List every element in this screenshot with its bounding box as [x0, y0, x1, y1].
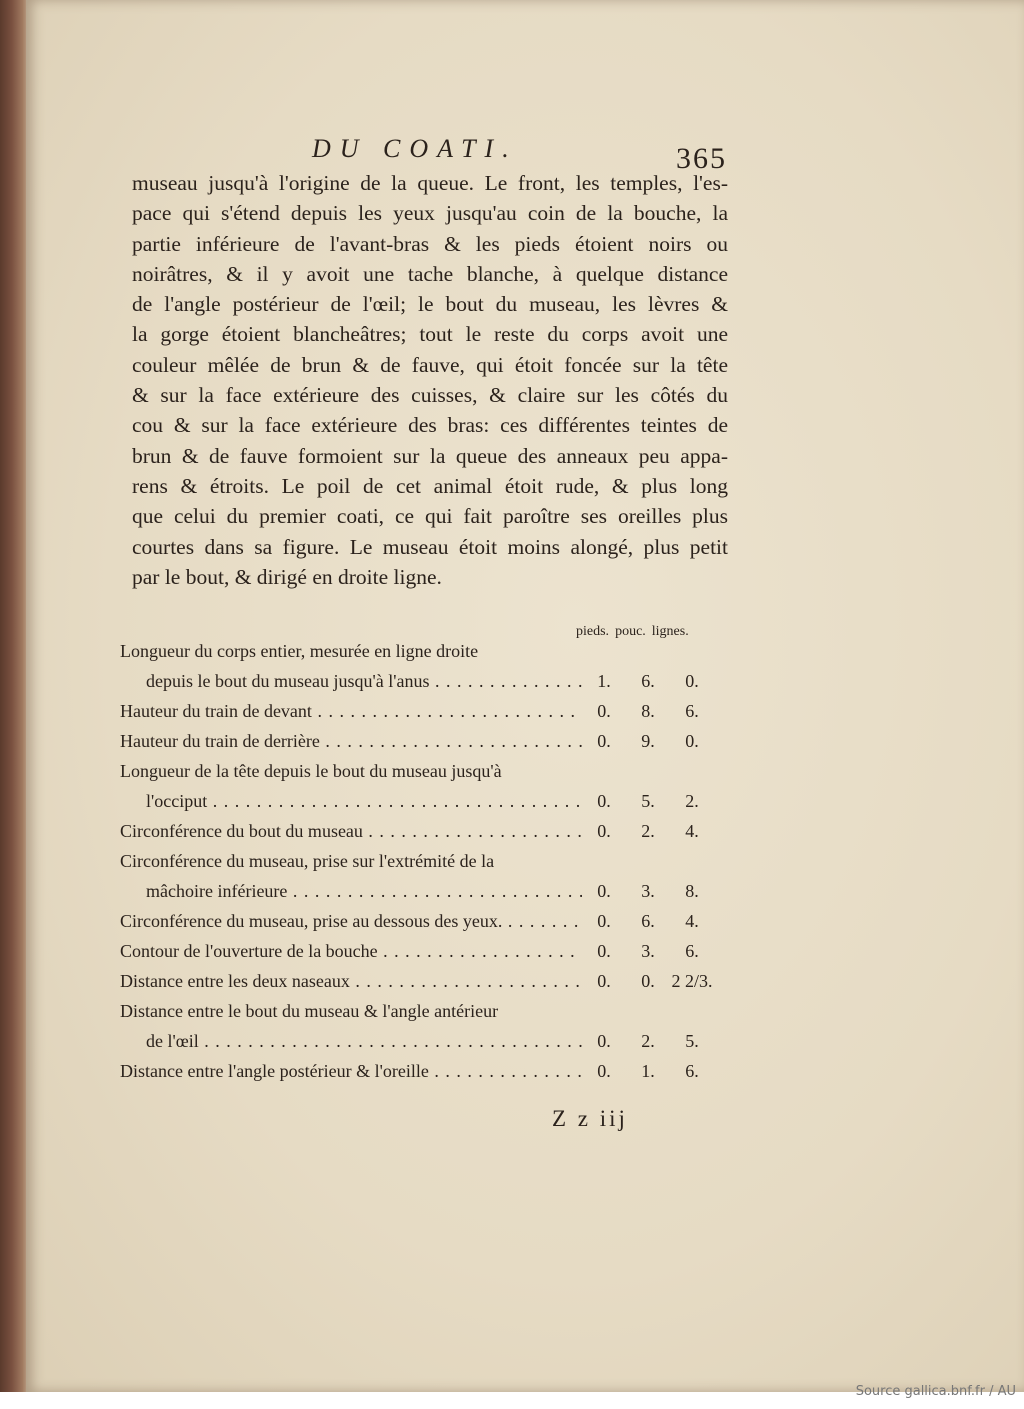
measurement-row — [120, 846, 730, 906]
measurement-row — [120, 906, 730, 936]
measurement-label-line: Circonférence du museau, prise sur l'extrémité de la — [120, 851, 495, 871]
measurement-value: 2 2/3. — [671, 971, 713, 991]
measurement-label — [120, 726, 582, 756]
measurement-value: 3. — [641, 881, 655, 901]
measurement-value: 1. — [641, 1061, 655, 1081]
measurement-value: 8. — [641, 701, 655, 721]
measurement-value: 0. — [597, 821, 611, 841]
measurement-label-line: Distance entre le bout du museau & l'angle antérieur — [120, 1001, 499, 1021]
measurement-value: 4. — [685, 821, 699, 841]
column-header: pieds. — [576, 624, 610, 639]
measurement-value: 4. — [685, 911, 699, 931]
measurement-label-line: de l'œil . . . — [120, 1026, 582, 1056]
body-line: par le bout, & dirigé en droite ligne. — [132, 564, 442, 589]
measurement-label-line: Longueur de la tête depuis le bout du museau jusqu'à — [120, 761, 502, 781]
body-line: courtes dans sa figure. Le museau étoit moins alongé, plus petit — [132, 534, 728, 559]
column-header: lignes. — [651, 624, 689, 639]
measurement-label-line: l'occiput . . . — [120, 786, 582, 816]
measurement-value: 0. — [597, 941, 611, 961]
measurement-label — [120, 636, 582, 696]
body-line: rens & étroits. Le poil de cet animal étoit rude, & plus long — [132, 473, 728, 498]
body-line: partie inférieure de l'avant-bras & les pieds étoient noirs ou — [132, 231, 728, 256]
measurement-label — [120, 936, 582, 966]
measurement-value: 0. — [597, 731, 611, 751]
measurement-row — [120, 726, 730, 756]
measurement-value: 8. — [685, 881, 699, 901]
measurement-value: 2. — [641, 1031, 655, 1051]
measurement-label — [120, 1056, 582, 1086]
measurement-label — [120, 966, 582, 996]
measurement-value: 5. — [685, 1031, 699, 1051]
body-line: couleur mêlée de brun & de fauve, qui étoit foncée sur la tête — [132, 352, 728, 377]
measurement-value: 6. — [685, 1061, 699, 1081]
body-line: brun & de fauve formoient sur la queue des anneaux peu appa- — [132, 443, 728, 468]
source-note: Source gallica.bnf.fr / AU — [855, 1384, 1016, 1399]
measurement-label-line: mâchoire inférieure . . . — [120, 876, 582, 906]
body-line: pace qui s'étend depuis les yeux jusqu'au coin de la bouche, la — [132, 201, 728, 226]
measurement-row — [120, 996, 730, 1056]
body-line: la gorge étoient blancheâtres; tout le reste du corps avoit une — [132, 322, 728, 347]
measurements-table — [120, 636, 730, 1086]
measurement-label-line: Hauteur du train de derrière . . . — [120, 726, 582, 756]
measurement-row — [120, 696, 730, 726]
measurement-label — [120, 906, 582, 936]
measurement-value: 0. — [597, 911, 611, 931]
measurement-label — [120, 756, 582, 816]
measurement-label-line: Longueur du corps entier, mesurée en ligne droite — [120, 641, 479, 661]
measurement-value: 0. — [641, 971, 655, 991]
measurement-label-line: Contour de l'ouverture de la bouche . . . — [120, 936, 582, 966]
measurement-value: 0. — [597, 791, 611, 811]
measurement-value: 2. — [685, 791, 699, 811]
body-line: de l'angle postérieur de l'œil; le bout du museau, les lèvres & — [132, 292, 728, 317]
body-line: noirâtres, & il y avoit une tache blanche, à quelque distance — [132, 261, 728, 286]
measurement-label-line: depuis le bout du museau jusqu'à l'anus . . . — [120, 666, 582, 696]
measurement-value: 6. — [641, 671, 655, 691]
measurement-label-line: Circonférence du museau, prise au dessous des yeux. . . . — [120, 906, 582, 936]
measurement-label-line: Circonférence du bout du museau . . . — [120, 816, 582, 846]
measurement-value: 3. — [641, 941, 655, 961]
column-header: pouc. — [615, 624, 646, 639]
measurement-value: 9. — [641, 731, 655, 751]
measurement-value: 0. — [597, 1061, 611, 1081]
body-line: & sur la face extérieure des cuisses, & claire sur les côtés du — [132, 383, 728, 408]
measurement-label-line: Distance entre les deux naseaux . . . — [120, 966, 582, 996]
body-line: cou & sur la face extérieure des bras: ces différentes teintes de — [132, 413, 728, 438]
measurement-value: 0. — [685, 731, 699, 751]
measurement-value: 6. — [685, 941, 699, 961]
measurement-row — [120, 636, 730, 696]
measurement-label — [120, 696, 582, 726]
measurement-label — [120, 996, 582, 1056]
measurement-label-line: Distance entre l'angle postérieur & l'oreille . . . — [120, 1056, 582, 1086]
body-paragraph — [132, 168, 728, 592]
measurement-row — [120, 966, 730, 996]
body-line: que celui du premier coati, ce qui fait paroître ses oreilles plus — [132, 504, 728, 529]
signature-mark: Z z iij — [552, 1106, 628, 1131]
measurement-label — [120, 816, 582, 846]
measurement-value: 5. — [641, 791, 655, 811]
body-line: museau jusqu'à l'origine de la queue. Le front, les temples, l'es- — [132, 171, 728, 195]
measurement-label — [120, 846, 582, 906]
running-title: DU COATI. — [312, 134, 518, 163]
measurement-row — [120, 756, 730, 816]
measurement-value: 6. — [641, 911, 655, 931]
measurement-value: 0. — [597, 881, 611, 901]
measurement-value: 2. — [641, 821, 655, 841]
measurement-value: 6. — [685, 701, 699, 721]
measurement-row — [120, 816, 730, 846]
measurement-value: 0. — [597, 971, 611, 991]
measurement-row — [120, 936, 730, 966]
measurement-row — [120, 1056, 730, 1086]
measurement-value: 1. — [597, 671, 611, 691]
measurement-value: 0. — [597, 1031, 611, 1051]
measurement-value: 0. — [597, 701, 611, 721]
measurement-value: 0. — [685, 671, 699, 691]
page-number: 365 — [676, 142, 727, 175]
measurement-label-line: Hauteur du train de devant . . . — [120, 696, 582, 726]
